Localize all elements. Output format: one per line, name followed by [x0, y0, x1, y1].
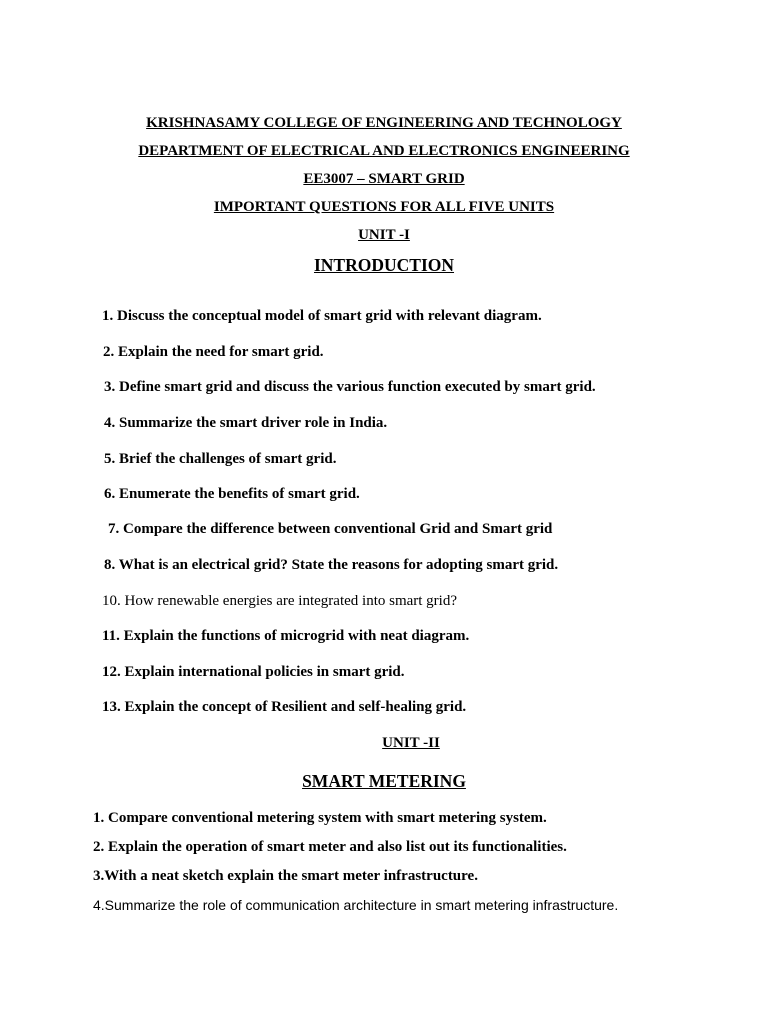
document-subtitle: IMPORTANT QUESTIONS FOR ALL FIVE UNITS — [213, 199, 555, 215]
unit-1-question: 6. Enumerate the benefits of smart grid. — [104, 486, 360, 502]
unit-1-title: INTRODUCTION — [313, 255, 455, 275]
unit-2-title: SMART METERING — [302, 771, 466, 791]
unit-2-question: 1. Compare conventional metering system with smart metering system. — [93, 810, 547, 826]
unit-1-question: 10. How renewable energies are integrated into smart grid? — [102, 593, 458, 609]
unit-1-question: 8. What is an electrical grid? State the reasons for adopting smart grid. — [104, 557, 559, 573]
unit-2-label: UNIT -II — [382, 735, 440, 751]
unit-2-question: 4.Summarize the role of communication architecture in smart metering infrastructure. — [93, 897, 619, 913]
unit-1-question: 5. Brief the challenges of smart grid. — [104, 451, 337, 467]
department-name: DEPARTMENT OF ELECTRICAL AND ELECTRONICS ENGINEERING — [138, 143, 630, 159]
unit-1-question: 4. Summarize the smart driver role in India. — [104, 415, 388, 431]
unit-1-question: 3. Define smart grid and discuss the various function executed by smart grid. — [104, 379, 596, 395]
unit-1-label: UNIT -I — [358, 227, 410, 243]
unit-1-question: 7. Compare the difference between conventional Grid and Smart grid — [108, 521, 553, 537]
unit-1-question: 12. Explain international policies in smart grid. — [102, 664, 405, 680]
college-name: KRISHNASAMY COLLEGE OF ENGINEERING AND TECHNOLOGY — [146, 115, 622, 131]
course-code: EE3007 – SMART GRID — [303, 171, 465, 187]
unit-1-question: 11. Explain the functions of microgrid with neat diagram. — [102, 628, 470, 644]
unit-1-question: 2. Explain the need for smart grid. — [103, 344, 324, 360]
unit-2-question: 3.With a neat sketch explain the smart meter infrastructure. — [93, 868, 478, 884]
unit-1-question: 1. Discuss the conceptual model of smart grid with relevant diagram. — [102, 308, 542, 324]
unit-1-question: 13. Explain the concept of Resilient and self-healing grid. — [102, 699, 467, 715]
unit-2-question: 2. Explain the operation of smart meter and also list out its functionalities. — [93, 839, 567, 855]
